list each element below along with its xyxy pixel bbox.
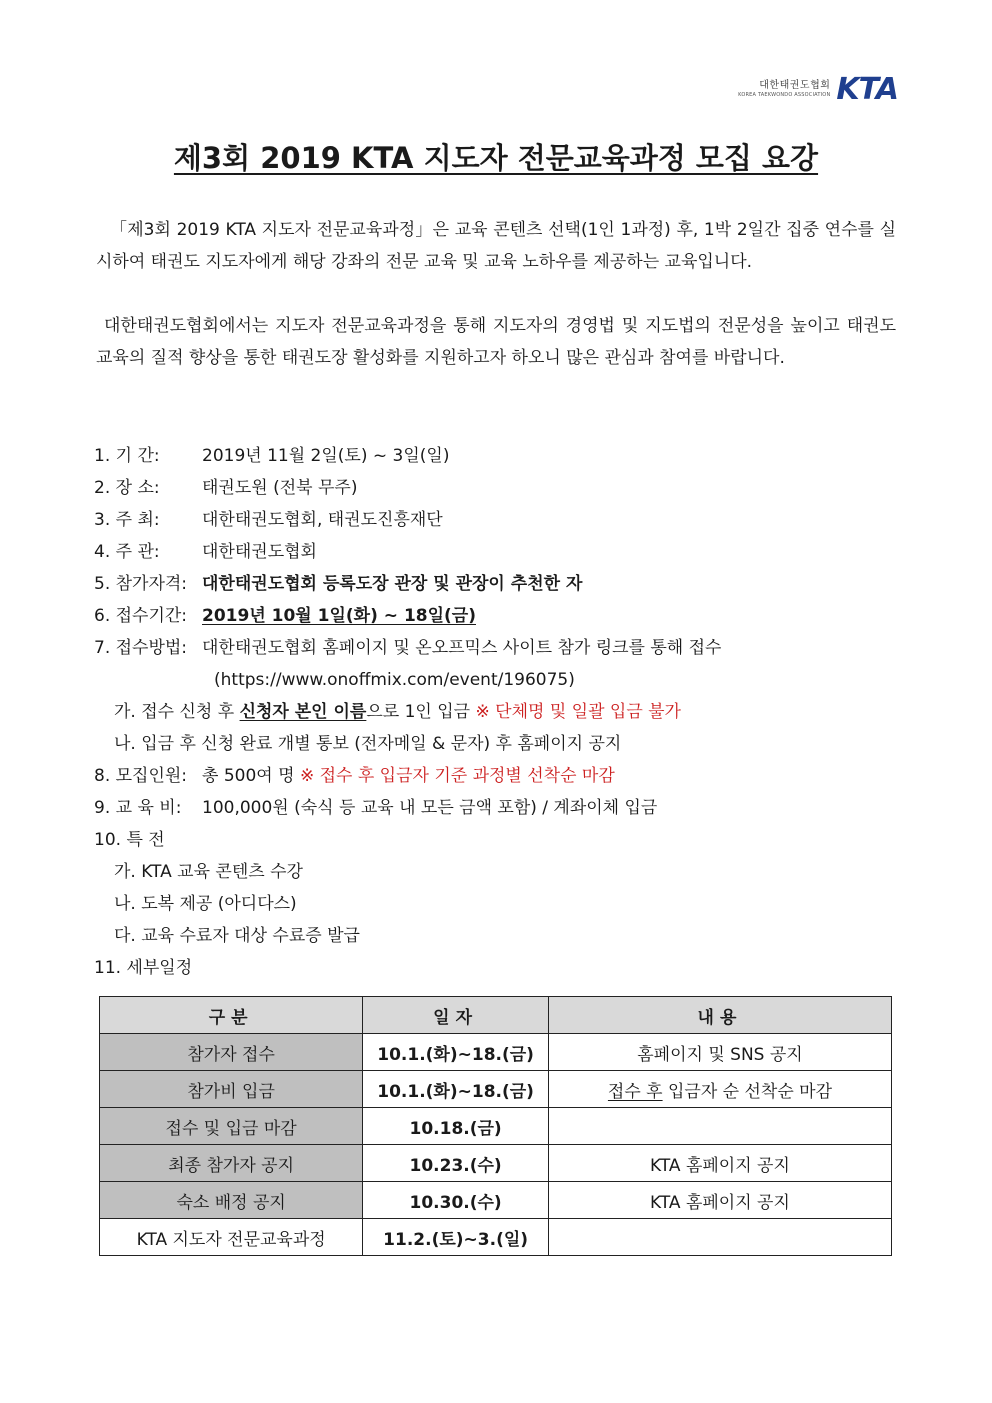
item-label: 2. 장 소: <box>94 478 160 498</box>
page-title: 제3회 2019 KTA 지도자 전문교육과정 모집 요강 <box>173 141 819 175</box>
item-value: 대한태권도협회 등록도장 관장 및 관장이 추천한 자 <box>202 574 583 594</box>
item-application-period <box>94 600 914 632</box>
warning-note: ※ 단체명 및 일괄 입금 불가 <box>475 702 681 722</box>
schedule-table <box>99 996 892 1256</box>
item-label: 7. 접수방법: <box>94 638 188 658</box>
item-value: 100,000원 (숙식 등 교육 내 모든 금액 포함) / 계좌이체 입금 <box>202 798 658 818</box>
intro-paragraph-2: 대한태권도협회에서는 지도자 전문교육과정을 통해 지도자의 경영법 및 지도법의 전문성을 높이고 태권도 교육의 질적 향상을 통한 태권도장 활성화를 지원하고자 하오니 많은 관심과 참여를 바랍니다. <box>96 316 896 368</box>
item-7-sub-a: 가. 접수 신청 후 신청자 본인 이름으로 1인 입금 ※ 단체명 및 일괄 입금 불가 <box>114 702 681 722</box>
underlined-prefix: 접수 후 <box>607 1081 663 1102</box>
item-organizer <box>94 536 914 568</box>
item-value: 2019년 10월 1일(화) ~ 18일(금) <box>202 606 476 626</box>
table-row: KTA 지도자 전문교육과정 11.2.(토)~3.(일) <box>100 1219 892 1256</box>
intro-paragraph-1: 「제3회 2019 KTA 지도자 전문교육과정」은 교육 콘텐츠 선택(1인 1과정) 후, 1박 2일간 집중 연수를 실시하여 태권도 지도자에게 해당 강좌의 전문 교육 및 교육 노하우를 제공하는 교육입니다. <box>96 220 896 272</box>
item-application-method <box>94 632 914 664</box>
item-label: 5. 참가자격: <box>94 574 188 594</box>
benefit-a: 가. KTA 교육 콘텐츠 수강 <box>114 862 303 882</box>
application-link[interactable] <box>94 664 914 696</box>
table-row: 숙소 배정 공지 10.30.(수) KTA 홈페이지 공지 <box>100 1182 892 1219</box>
item-value: 태권도원 (전북 무주) <box>202 478 358 498</box>
item-label: 4. 주 관: <box>94 542 160 562</box>
item-label: 6. 접수기간: <box>94 606 188 626</box>
info-list <box>94 440 914 984</box>
item-fee <box>94 792 914 824</box>
item-value: 대한태권도협회 홈페이지 및 온오프믹스 사이트 참가 링크를 통해 접수 <box>202 638 722 658</box>
item-schedule: 11. 세부일정 <box>94 958 193 978</box>
item-capacity <box>94 760 914 792</box>
item-label: 3. 주 최: <box>94 510 160 530</box>
applicant-name-note: 신청자 본인 이름 <box>239 702 367 722</box>
header-content: 내용 <box>548 997 891 1034</box>
benefit-c: 다. 교육 수료자 대상 수료증 발급 <box>114 926 360 946</box>
item-value: 2019년 11월 2일(토) ~ 3일(일) <box>202 446 450 466</box>
item-label: 9. 교 육 비: <box>94 798 182 818</box>
item-value: 대한태권도협회 <box>202 542 317 562</box>
item-7-sub-b: 나. 입금 후 신청 완료 개별 통보 (전자메일 & 문자) 후 홈페이지 공지 <box>114 734 622 754</box>
logo-text <box>738 81 830 98</box>
item-host <box>94 504 914 536</box>
item-label: 8. 모집인원: <box>94 766 188 786</box>
table-header-row <box>100 997 892 1034</box>
logo-korean-name: 대한태권도협회 <box>759 80 831 91</box>
item-venue <box>94 472 914 504</box>
benefit-b: 나. 도복 제공 (아디다스) <box>114 894 297 914</box>
item-value: 대한태권도협회, 태권도진흥재단 <box>202 510 443 530</box>
item-eligibility <box>94 568 914 600</box>
warning-note: ※ 접수 후 입금자 기준 과정별 선착순 마감 <box>299 766 615 786</box>
item-label: 1. 기 간: <box>94 446 160 466</box>
logo-english-name: KOREA TAEKWONDO ASSOCIATION <box>738 92 831 98</box>
kta-logo-icon: KTA <box>836 72 898 107</box>
header-category: 구분 <box>100 997 363 1034</box>
item-period <box>94 440 914 472</box>
item-benefits: 10. 특 전 <box>94 830 165 850</box>
item-value: 총 500여 명 <box>202 766 300 786</box>
application-url[interactable]: (https://www.onoffmix.com/event/196075) <box>214 670 575 690</box>
kta-logo <box>738 72 898 107</box>
table-row: 최종 참가자 공지 10.23.(수) KTA 홈페이지 공지 <box>100 1145 892 1182</box>
table-row: 접수 및 입금 마감 10.18.(금) <box>100 1108 892 1145</box>
table-row: 참가비 입금 10.1.(화)~18.(금) 접수 후 입금자 순 선착순 마감 <box>100 1071 892 1108</box>
header-date: 일자 <box>363 997 549 1034</box>
table-row: 참가자 접수 10.1.(화)~18.(금) 홈페이지 및 SNS 공지 <box>100 1034 892 1071</box>
